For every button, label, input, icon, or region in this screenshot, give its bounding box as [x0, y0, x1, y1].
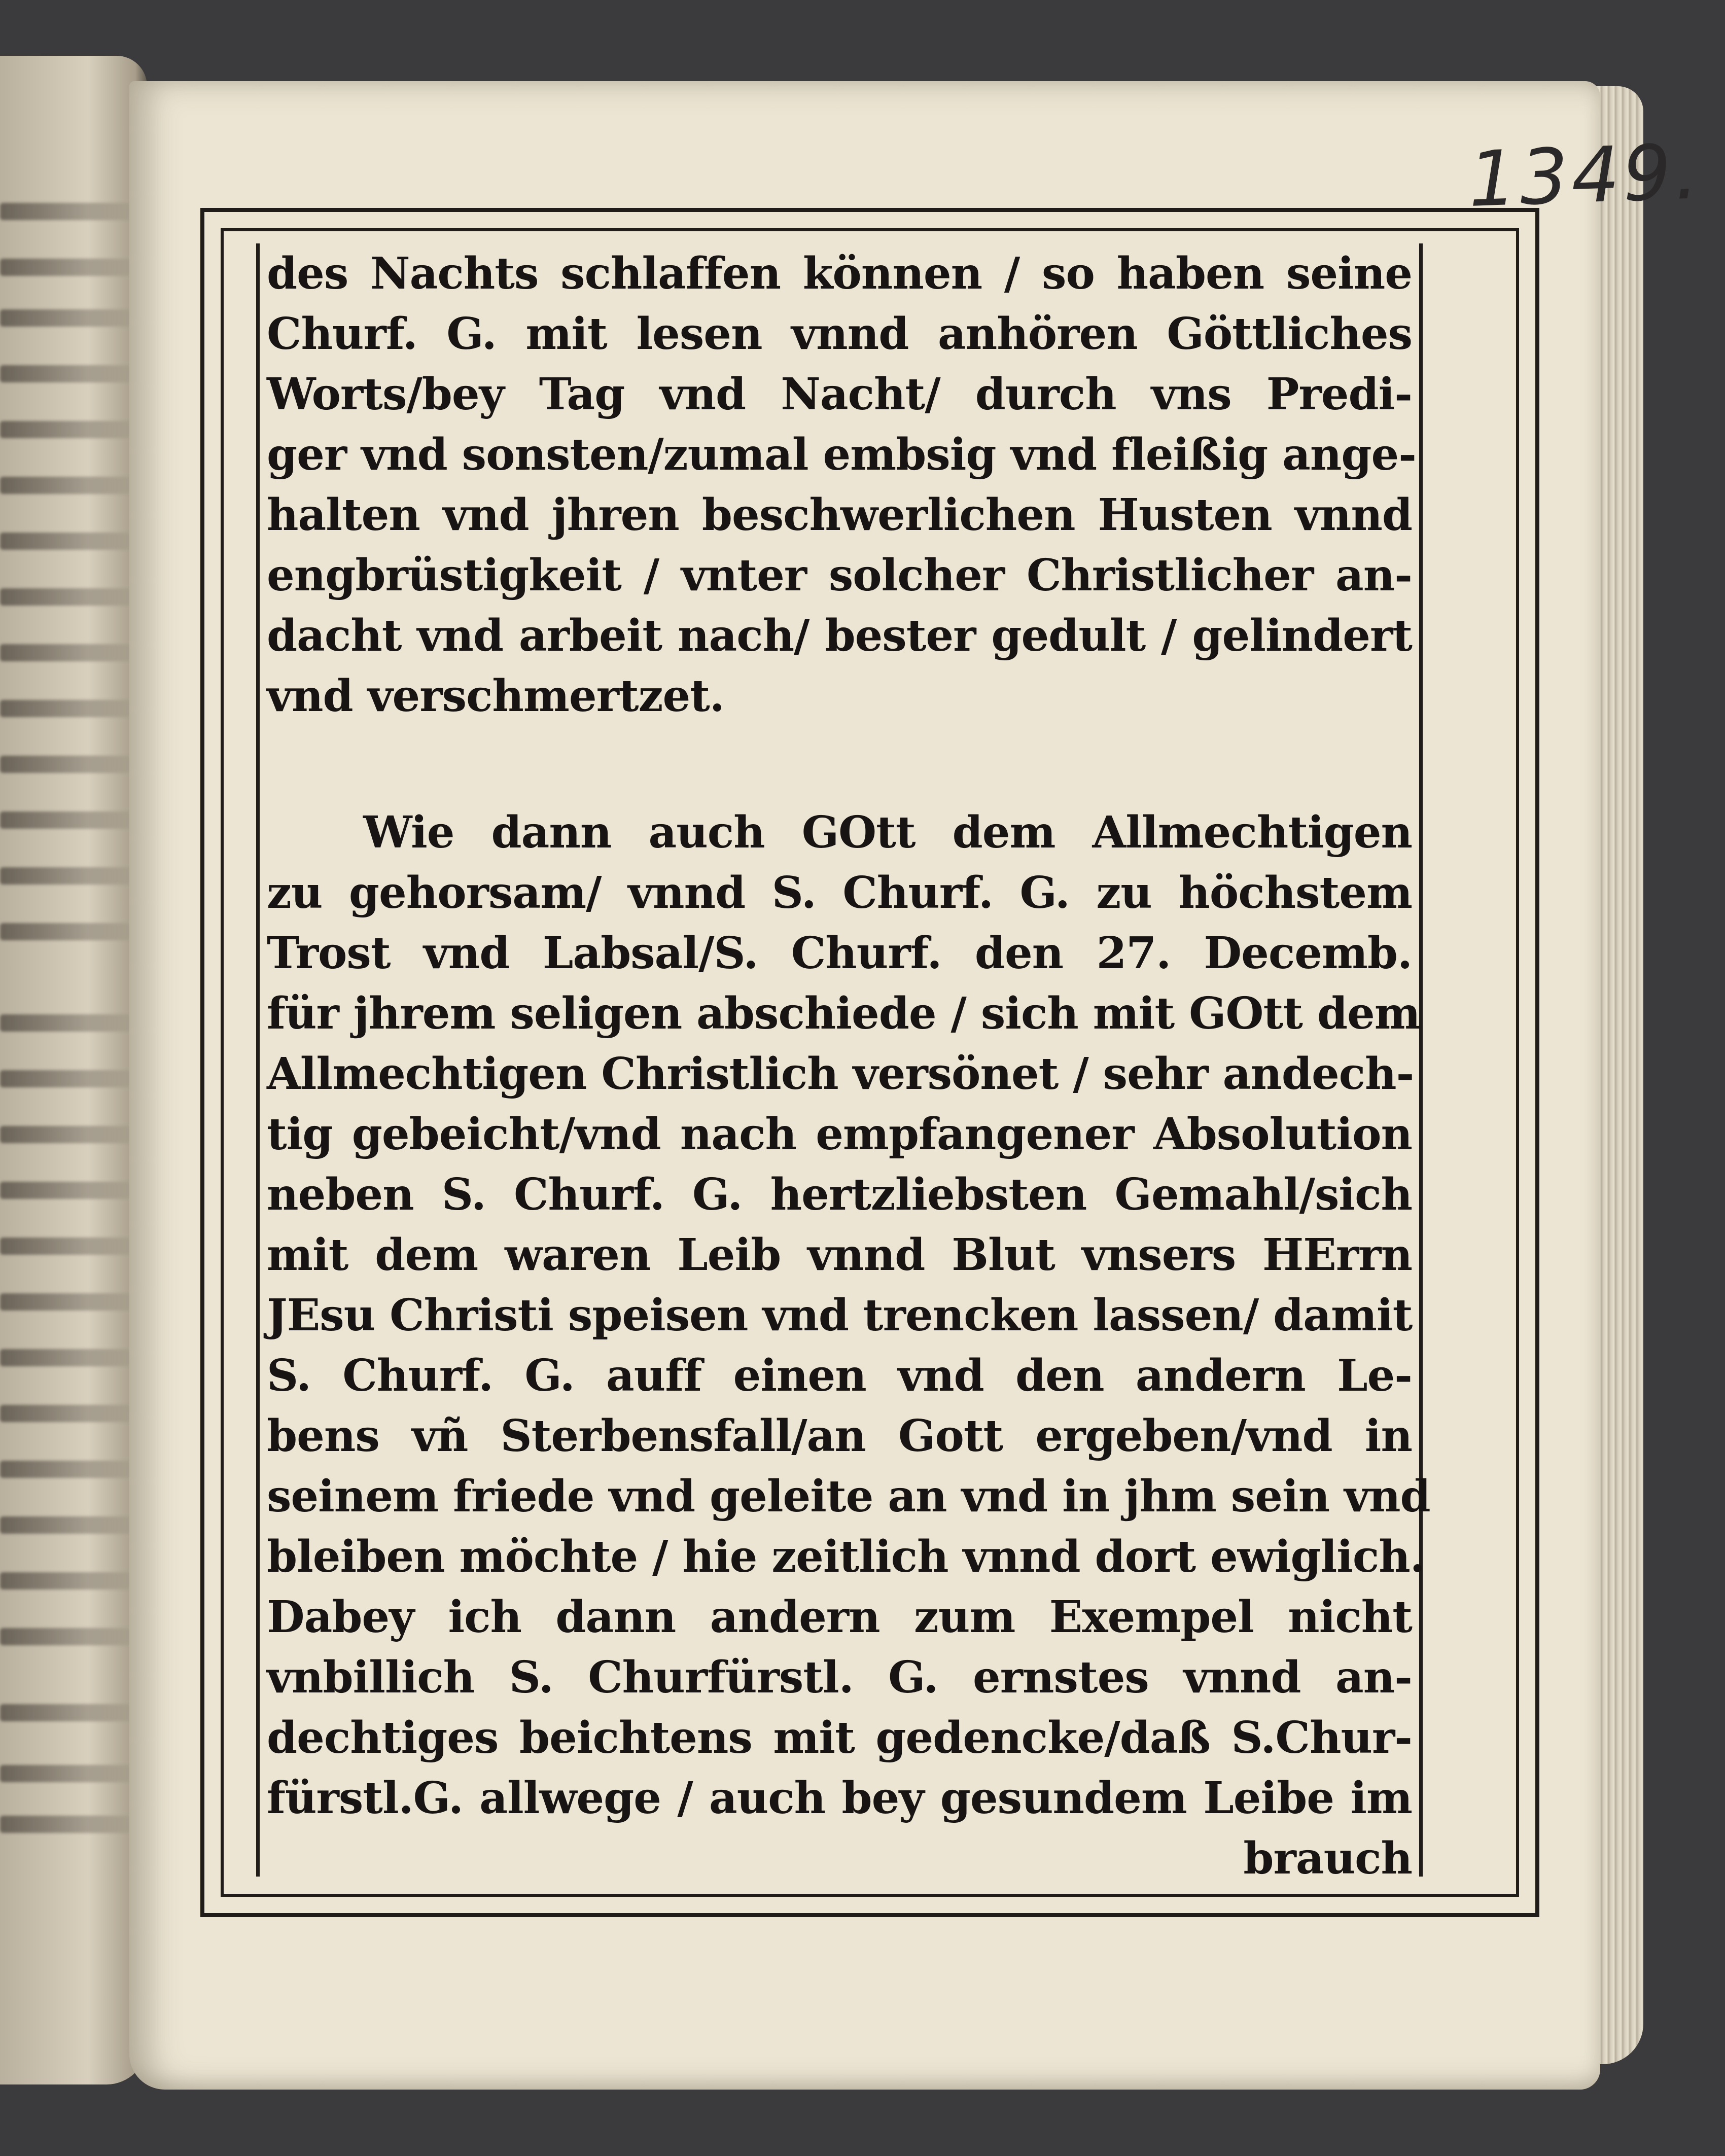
- facing-page-text-line: [0, 1182, 137, 1199]
- text-line: Trost vnd Labsal/S. Churf. den 27. Decemb.: [267, 928, 1412, 979]
- facing-page-text-line: [0, 644, 137, 661]
- facing-page-text-line: [0, 1014, 137, 1032]
- facing-page-text-line: [0, 923, 137, 940]
- text-line: Worts/bey Tag vnd Nacht/ durch vns Predi-: [267, 369, 1412, 420]
- text-line: dacht vnd arbeit nach/ bester gedult / gelindert: [267, 610, 1412, 661]
- facing-page-text-line: [0, 756, 137, 773]
- facing-page-text-line: [0, 477, 137, 494]
- facing-page-text-line: [0, 1126, 137, 1143]
- text-line: Dabey ich dann andern zum Exempel nicht: [267, 1592, 1412, 1643]
- facing-page-text-line: [0, 421, 137, 438]
- catchword: brauch: [1243, 1833, 1412, 1884]
- book-page: [129, 81, 1703, 2090]
- facing-page-text-line: [0, 1572, 137, 1589]
- text-line: Churf. G. mit lesen vnnd anhören Göttliches: [267, 308, 1412, 360]
- text-line: bens vñ Sterbensfall/an Gott ergeben/vnd in: [267, 1410, 1412, 1462]
- facing-page-text-line: [0, 1405, 137, 1422]
- facing-page-text-line: [0, 1628, 137, 1645]
- text-line: Wie dann auch GOtt dem Allmechtigen: [363, 807, 1412, 858]
- text-line: neben S. Churf. G. hertzliebsten Gemahl/sich: [267, 1169, 1412, 1220]
- text-line: dechtiges beichtens mit gedencke/daß S.Chur-: [267, 1712, 1412, 1763]
- facing-page-text-line: [0, 867, 137, 885]
- text-line: fürstl.G. allwege / auch bey gesundem Leibe im: [267, 1773, 1412, 1824]
- text-line: halten vnd jhren beschwerlichen Husten vnnd: [267, 489, 1412, 541]
- facing-page-text-line: [0, 1070, 137, 1087]
- text-line: Allmechtigen Christlich versönet / sehr andech-: [267, 1048, 1414, 1100]
- text-line: ger vnd sonsten/zumal embsig vnd fleißig ange-: [267, 429, 1416, 480]
- folio-number: 1349.: [1467, 128, 1703, 224]
- facing-page-text-line: [0, 309, 137, 327]
- facing-page-text-line: [0, 811, 137, 829]
- facing-page-text-line: [0, 1349, 137, 1366]
- facing-page-text-line: [0, 533, 137, 550]
- facing-page-text-line: [0, 1293, 137, 1311]
- text-line: des Nachts schlaffen können / so haben seine: [267, 248, 1412, 299]
- text-line: S. Churf. G. auff einen vnd den andern Le-: [267, 1350, 1412, 1401]
- facing-page-text-line: [0, 700, 137, 717]
- facing-page-text-line: [0, 1765, 137, 1782]
- text-line: mit dem waren Leib vnnd Blut vnsers HErrn: [267, 1229, 1412, 1281]
- facing-page-text-line: [0, 588, 137, 606]
- paragraph-gap: [267, 726, 1412, 802]
- text-line: JEsu Christi speisen vnd trencken lassen/ damit: [267, 1290, 1413, 1341]
- text-line: bleiben möchte / hie zeitlich vnnd dort ewiglich.: [267, 1531, 1425, 1582]
- facing-page-left: [0, 56, 147, 2084]
- text-line: vnbillich S. Churfürstl. G. ernstes vnnd an-: [267, 1652, 1412, 1703]
- facing-page-text-line: [0, 1238, 137, 1255]
- text-line: engbrüstigkeit / vnter solcher Christlicher an-: [267, 550, 1412, 601]
- facing-page-text-line: [0, 1461, 137, 1478]
- facing-page-text-line: [0, 203, 137, 220]
- facing-page-text-line: [0, 1704, 137, 1721]
- text-line: vnd verschmertzet.: [267, 670, 724, 722]
- text-line: für jhrem seligen abschiede / sich mit GOtt dem: [267, 988, 1420, 1039]
- text-block: [256, 243, 1430, 1884]
- text-line: tig gebeicht/vnd nach empfangener Absolution: [267, 1109, 1412, 1160]
- facing-page-text-line: [0, 1516, 137, 1534]
- text-line: seinem friede vnd geleite an vnd in jhm sein vnd: [267, 1471, 1430, 1522]
- facing-page-text-line: [0, 365, 137, 382]
- facing-page-text-line: [0, 259, 137, 276]
- text-line: zu gehorsam/ vnnd S. Churf. G. zu höchstem: [267, 867, 1412, 918]
- facing-page-text-line: [0, 1816, 137, 1833]
